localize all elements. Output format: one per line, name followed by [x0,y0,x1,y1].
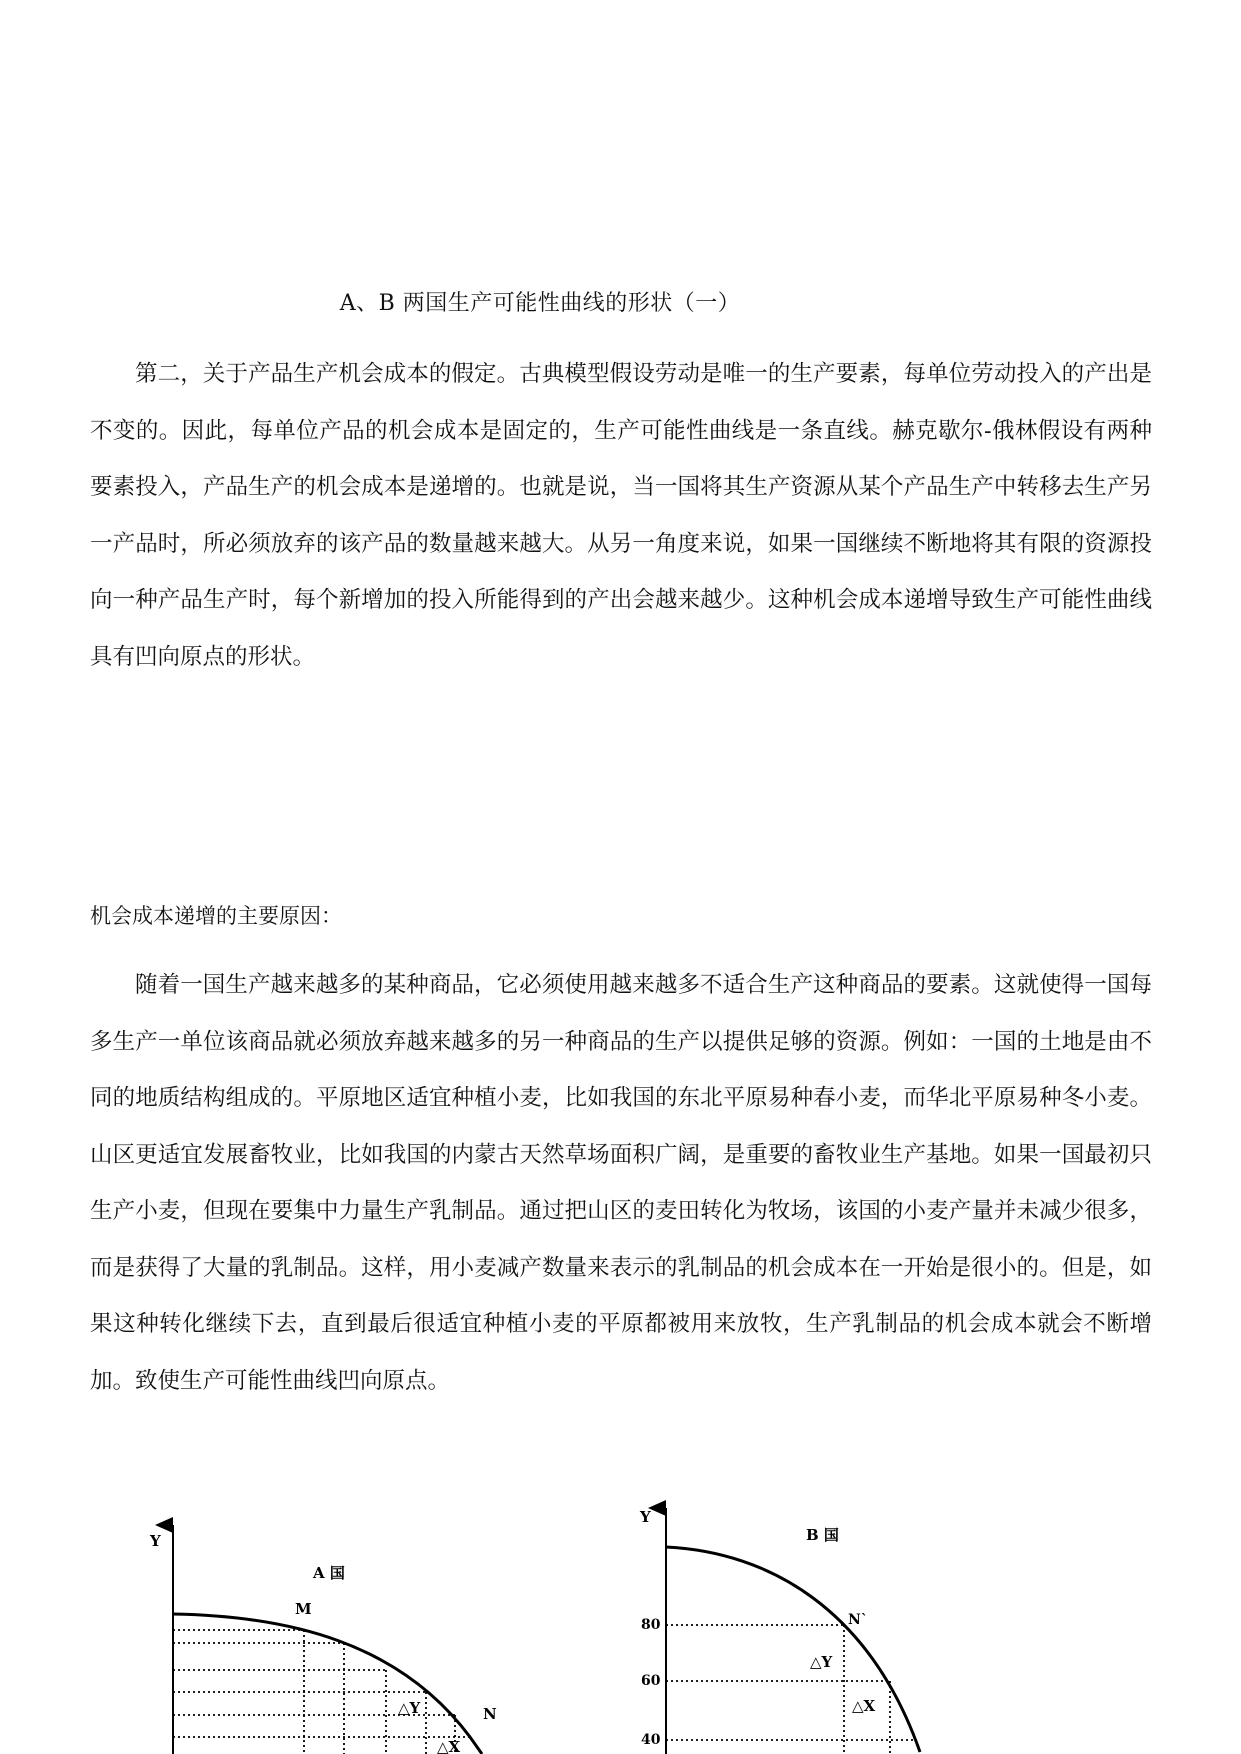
delta-y-label: △Y [810,1653,833,1671]
point-n-label: N [483,1705,497,1723]
point-m-label: M [295,1600,312,1618]
ppf-chart-country-a [140,1515,540,1754]
paragraph-opportunity-cost-assumption: 第二，关于产品生产机会成本的假定。古典模型假设劳动是唯一的生产要素，每单位劳动投入的产出是不变的。因此，每单位产品的机会成本是固定的，生产可能性曲线是一条直线。赫克歇尔-俄林假设有两种要素投入，产品生产的机会成本是递增的。也就是说，当一国将其生产资源从某个产品生产中转移去生产另一产品时，所必须放弃的该产品的数量越来越大。从另一角度来说，如果一国继续不断地将其有限的资源投向一种产品生产时，每个新增加的投入所能得到的产出会越来越少。这种机会成本递增导致生产可能性曲线具有凹向原点的形状。 [90,361,1152,670]
y-tick-label: 40 [641,1732,661,1748]
y-tick-label: 60 [641,1673,661,1689]
delta-y-label: △Y [398,1699,421,1717]
gridlines [173,1630,470,1754]
y-axis-label: Y [150,1532,161,1550]
y-tick-label: 80 [641,1617,661,1633]
y-axis-label: Y [640,1508,651,1526]
point-n-label: N` [848,1612,868,1628]
section-heading: 机会成本递增的主要原因： [90,904,342,928]
figure-caption: A、B 两国生产可能性曲线的形状（一） [339,291,741,316]
production-possibility-curve [173,1614,482,1754]
delta-x-label: △X [852,1697,876,1715]
production-possibility-curve [666,1547,920,1752]
chart-title: A 国 [313,1564,345,1582]
paragraph-increasing-cost-reasons: 随着一国生产越来越多的某种商品，它必须使用越来越多不适合生产这种商品的要素。这就使得一国每多生产一单位该商品就必须放弃越来越多的另一种商品的生产以提供足够的资源。例如：一国的土地是由不同的地质结构组成的。平原地区适宜种植小麦，比如我国的东北平原易种春小麦，而华北平原易种冬小麦。山区更适宜发展畜牧业，比如我国的内蒙古天然草场面积广阔，是重要的畜牧业生产基地。如果一国最初只生产小麦，但现在要集中力量生产乳制品。通过把山区的麦田转化为牧场，该国的小麦产量并未减少很多，而是获得了大量的乳制品。这样，用小麦减产数量来表示的乳制品的机会成本在一开始是很小的。但是，如果这种转化继续下去，直到最后很适宜种植小麦的平原都被用来放牧，生产乳制品的机会成本就会不断增加。致使生产可能性曲线凹向原点。 [90,972,1152,1394]
delta-x-label: △X [437,1738,461,1754]
ppf-chart-country-b [630,1500,960,1754]
gridlines [666,1625,916,1754]
chart-title: B 国 [806,1526,839,1544]
